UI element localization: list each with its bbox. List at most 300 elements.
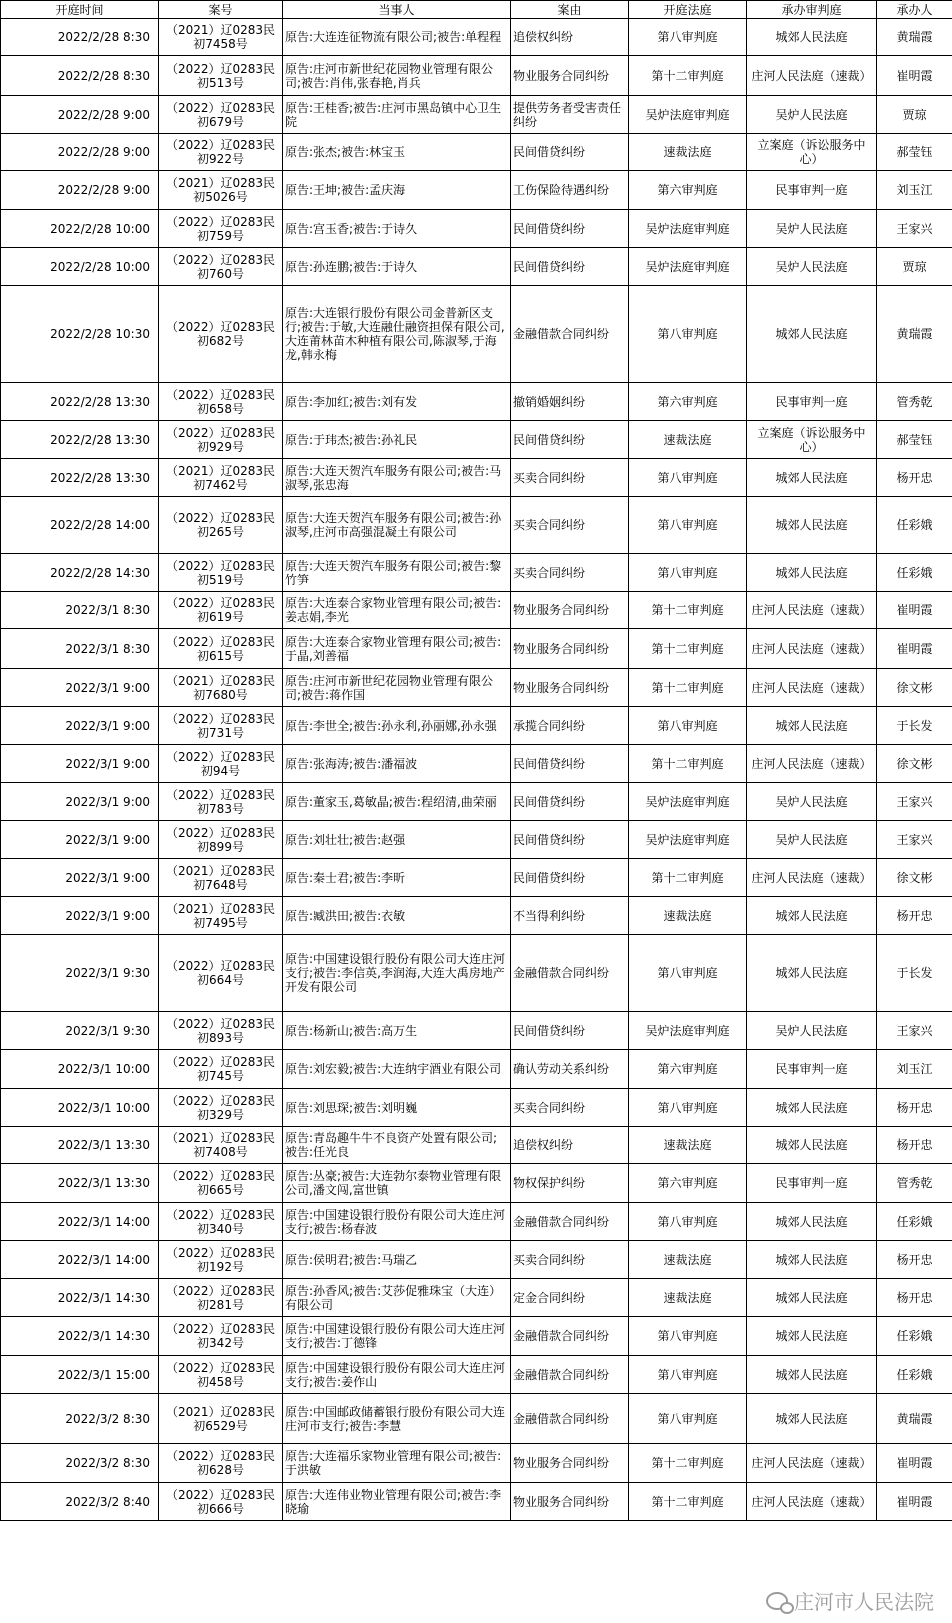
cell-parties: 原告:大连泰合家物业管理有限公司;被告:姜志娟,李光	[283, 592, 511, 629]
cell-courtroom: 第六审判庭	[629, 383, 747, 421]
cell-case-number: （2021）辽0283民初6529号	[159, 1394, 283, 1444]
cell-case-number: （2022）辽0283民初192号	[159, 1241, 283, 1279]
cell-department: 吴炉人民法庭	[747, 248, 877, 286]
cell-time: 2022/2/28 9:00	[1, 134, 159, 171]
cell-courtroom: 第八审判庭	[629, 1394, 747, 1444]
cell-courtroom: 第十二审判庭	[629, 629, 747, 669]
cell-case-number: （2022）辽0283民初731号	[159, 707, 283, 745]
cell-parties: 原告:孙香风;被告:艾莎促雅珠宝（大连）有限公司	[283, 1279, 511, 1317]
cell-case-number: （2022）辽0283民初899号	[159, 821, 283, 859]
cell-department: 城郊人民法庭	[747, 1279, 877, 1317]
table-row	[1, 859, 952, 897]
cell-cause: 追偿权纠纷	[511, 19, 629, 56]
cell-time: 2022/2/28 14:00	[1, 497, 159, 554]
cell-department: 城郊人民法庭	[747, 1317, 877, 1356]
cell-parties: 原告:秦士君;被告:李昕	[283, 859, 511, 897]
cell-judge: 任彩娥	[877, 497, 952, 554]
table-row	[1, 554, 952, 592]
watermark-text: 庄河市人民法院	[794, 1590, 934, 1614]
cell-time: 2022/3/1 9:00	[1, 821, 159, 859]
cell-judge: 杨开忠	[877, 1279, 952, 1317]
cell-department: 城郊人民法庭	[747, 1394, 877, 1444]
cell-cause: 撤销婚姻纠纷	[511, 383, 629, 421]
cell-courtroom: 第十二审判庭	[629, 859, 747, 897]
cell-time: 2022/3/1 10:00	[1, 1050, 159, 1089]
table-row	[1, 897, 952, 935]
cell-parties: 原告:青岛趣牛牛不良资产处置有限公司;被告:任光良	[283, 1127, 511, 1164]
header-time: 开庭时间	[1, 1, 159, 19]
cell-department: 城郊人民法庭	[747, 1127, 877, 1164]
cell-courtroom: 第六审判庭	[629, 1164, 747, 1203]
cell-judge: 崔明霞	[877, 1444, 952, 1483]
table-row	[1, 171, 952, 210]
cell-parties: 原告:李世全;被告:孙永利,孙丽娜,孙永强	[283, 707, 511, 745]
cell-cause: 物业服务合同纠纷	[511, 1444, 629, 1483]
table-row	[1, 1317, 952, 1356]
cell-courtroom: 第八审判庭	[629, 459, 747, 497]
header-parties: 当事人	[283, 1, 511, 19]
cell-parties: 原告:董家玉,葛敏晶;被告:程绍清,曲荣丽	[283, 783, 511, 821]
cell-cause: 金融借款合同纠纷	[511, 1203, 629, 1241]
cell-department: 吴炉人民法庭	[747, 821, 877, 859]
cell-judge: 崔明霞	[877, 56, 952, 96]
cell-courtroom: 速裁法庭	[629, 421, 747, 459]
cell-parties: 原告:丛豪;被告:大连勃尔泰物业管理有限公司,潘文闯,富世镇	[283, 1164, 511, 1203]
table-row	[1, 1394, 952, 1444]
table-row	[1, 421, 952, 459]
cell-judge: 王家兴	[877, 1012, 952, 1050]
cell-courtroom: 第十二审判庭	[629, 1483, 747, 1521]
cell-judge: 管秀乾	[877, 383, 952, 421]
cell-time: 2022/3/1 15:00	[1, 1356, 159, 1394]
header-cause: 案由	[511, 1, 629, 19]
table-row	[1, 1203, 952, 1241]
cell-cause: 物业服务合同纠纷	[511, 669, 629, 707]
cell-cause: 承揽合同纠纷	[511, 707, 629, 745]
cell-parties: 原告:中国建设银行股份有限公司大连庄河支行;被告:丁德锋	[283, 1317, 511, 1356]
cell-case-number: （2022）辽0283民初628号	[159, 1444, 283, 1483]
cell-time: 2022/2/28 10:00	[1, 248, 159, 286]
cell-department: 庄河人民法庭（速裁）	[747, 669, 877, 707]
cell-time: 2022/3/1 9:00	[1, 897, 159, 935]
cell-time: 2022/2/28 13:30	[1, 421, 159, 459]
cell-department: 吴炉人民法庭	[747, 210, 877, 248]
cell-department: 吴炉人民法庭	[747, 1012, 877, 1050]
cell-cause: 买卖合同纠纷	[511, 497, 629, 554]
table-row	[1, 1241, 952, 1279]
cell-courtroom: 第十二审判庭	[629, 669, 747, 707]
table-row	[1, 1089, 952, 1127]
cell-case-number: （2021）辽0283民初5026号	[159, 171, 283, 210]
cell-judge: 杨开忠	[877, 1089, 952, 1127]
cell-judge: 黄瑞霞	[877, 19, 952, 56]
cell-department: 城郊人民法庭	[747, 19, 877, 56]
cell-parties: 原告:刘壮壮;被告:赵强	[283, 821, 511, 859]
table-row	[1, 286, 952, 383]
cell-case-number: （2021）辽0283民初7462号	[159, 459, 283, 497]
cell-department: 民事审判一庭	[747, 383, 877, 421]
cell-case-number: （2022）辽0283民初759号	[159, 210, 283, 248]
cell-courtroom: 第八审判庭	[629, 935, 747, 1012]
cell-department: 城郊人民法庭	[747, 554, 877, 592]
cell-parties: 原告:刘宏毅;被告:大连纳宇酒业有限公司	[283, 1050, 511, 1089]
cell-department: 城郊人民法庭	[747, 286, 877, 383]
cell-time: 2022/3/2 8:30	[1, 1444, 159, 1483]
header-courtroom: 开庭法庭	[629, 1, 747, 19]
cell-time: 2022/3/1 9:30	[1, 935, 159, 1012]
cell-judge: 任彩娥	[877, 1317, 952, 1356]
cell-judge: 刘玉江	[877, 171, 952, 210]
cell-judge: 贾琼	[877, 96, 952, 134]
cell-time: 2022/3/1 14:30	[1, 1279, 159, 1317]
cell-time: 2022/3/1 14:30	[1, 1317, 159, 1356]
table-row	[1, 629, 952, 669]
cell-cause: 不当得利纠纷	[511, 897, 629, 935]
cell-cause: 金融借款合同纠纷	[511, 1317, 629, 1356]
cell-courtroom: 吴炉法庭审判庭	[629, 821, 747, 859]
cell-case-number: （2022）辽0283民初665号	[159, 1164, 283, 1203]
header-case-number: 案号	[159, 1, 283, 19]
cell-parties: 原告:中国建设银行股份有限公司大连庄河支行;被告:杨春波	[283, 1203, 511, 1241]
cell-judge: 任彩娥	[877, 1356, 952, 1394]
cell-courtroom: 速裁法庭	[629, 897, 747, 935]
table-row	[1, 592, 952, 629]
cell-cause: 金融借款合同纠纷	[511, 286, 629, 383]
cell-courtroom: 吴炉法庭审判庭	[629, 96, 747, 134]
cell-time: 2022/3/1 9:00	[1, 669, 159, 707]
cell-department: 庄河人民法庭（速裁）	[747, 859, 877, 897]
cell-department: 庄河人民法庭（速裁）	[747, 629, 877, 669]
cell-courtroom: 第十二审判庭	[629, 1444, 747, 1483]
cell-courtroom: 第十二审判庭	[629, 56, 747, 96]
cell-parties: 原告:大连天贺汽车服务有限公司;被告:黎竹笋	[283, 554, 511, 592]
cell-cause: 民间借贷纠纷	[511, 210, 629, 248]
cell-cause: 追偿权纠纷	[511, 1127, 629, 1164]
cell-department: 立案庭（诉讼服务中心）	[747, 134, 877, 171]
table-row	[1, 134, 952, 171]
cell-case-number: （2022）辽0283民初682号	[159, 286, 283, 383]
table-row	[1, 383, 952, 421]
cell-courtroom: 第八审判庭	[629, 707, 747, 745]
cell-case-number: （2021）辽0283民初7408号	[159, 1127, 283, 1164]
cell-courtroom: 速裁法庭	[629, 1127, 747, 1164]
cell-cause: 工伤保险待遇纠纷	[511, 171, 629, 210]
cell-parties: 原告:中国建设银行股份有限公司大连庄河支行;被告:李信英,李润海,大连大禹房地产开发有限公司	[283, 935, 511, 1012]
cell-cause: 买卖合同纠纷	[511, 554, 629, 592]
cell-time: 2022/3/1 9:00	[1, 859, 159, 897]
cell-case-number: （2022）辽0283民初929号	[159, 421, 283, 459]
cell-judge: 刘玉江	[877, 1050, 952, 1089]
cell-courtroom: 速裁法庭	[629, 134, 747, 171]
cell-parties: 原告:庄河市新世纪花园物业管理有限公司;被告:蒋作国	[283, 669, 511, 707]
cell-department: 庄河人民法庭（速裁）	[747, 745, 877, 783]
cell-department: 吴炉人民法庭	[747, 783, 877, 821]
cell-courtroom: 速裁法庭	[629, 1279, 747, 1317]
cell-courtroom: 第八审判庭	[629, 497, 747, 554]
cell-time: 2022/3/1 9:00	[1, 783, 159, 821]
cell-judge: 崔明霞	[877, 1483, 952, 1521]
cell-case-number: （2021）辽0283民初7680号	[159, 669, 283, 707]
table-row	[1, 669, 952, 707]
cell-time: 2022/3/1 13:30	[1, 1164, 159, 1203]
cell-case-number: （2022）辽0283民初94号	[159, 745, 283, 783]
cell-time: 2022/3/1 9:00	[1, 745, 159, 783]
cell-parties: 原告:庄河市新世纪花园物业管理有限公司;被告:肖伟,张春艳,肖兵	[283, 56, 511, 96]
cell-cause: 物业服务合同纠纷	[511, 629, 629, 669]
table-row	[1, 19, 952, 56]
cell-courtroom: 吴炉法庭审判庭	[629, 1012, 747, 1050]
table-row	[1, 1050, 952, 1089]
cell-cause: 金融借款合同纠纷	[511, 1394, 629, 1444]
cell-department: 庄河人民法庭（速裁）	[747, 1444, 877, 1483]
cell-cause: 提供劳务者受害责任纠纷	[511, 96, 629, 134]
cell-case-number: （2022）辽0283民初281号	[159, 1279, 283, 1317]
cell-cause: 物业服务合同纠纷	[511, 1483, 629, 1521]
cell-parties: 原告:王坤;被告:孟庆海	[283, 171, 511, 210]
cell-cause: 确认劳动关系纠纷	[511, 1050, 629, 1089]
table-header-row	[1, 1, 952, 19]
cell-parties: 原告:李加红;被告:刘有发	[283, 383, 511, 421]
cell-courtroom: 第八审判庭	[629, 1356, 747, 1394]
table-row	[1, 96, 952, 134]
table-row	[1, 248, 952, 286]
cell-courtroom: 吴炉法庭审判庭	[629, 210, 747, 248]
cell-parties: 原告:大连连征物流有限公司;被告:单程程	[283, 19, 511, 56]
cell-judge: 管秀乾	[877, 1164, 952, 1203]
cell-case-number: （2022）辽0283民初513号	[159, 56, 283, 96]
cell-parties: 原告:张杰;被告:林宝玉	[283, 134, 511, 171]
header-department: 承办审判庭	[747, 1, 877, 19]
cell-cause: 民间借贷纠纷	[511, 783, 629, 821]
cell-parties: 原告:王桂香;被告:庄河市黑岛镇中心卫生院	[283, 96, 511, 134]
cell-parties: 原告:于玮杰;被告:孙礼民	[283, 421, 511, 459]
cell-judge: 崔明霞	[877, 629, 952, 669]
table-row	[1, 821, 952, 859]
cell-department: 庄河人民法庭（速裁）	[747, 592, 877, 629]
cell-judge: 王家兴	[877, 210, 952, 248]
cell-case-number: （2022）辽0283民初265号	[159, 497, 283, 554]
cell-cause: 金融借款合同纠纷	[511, 1356, 629, 1394]
cell-department: 民事审判一庭	[747, 1164, 877, 1203]
cell-judge: 徐文彬	[877, 669, 952, 707]
cell-time: 2022/3/1 8:30	[1, 629, 159, 669]
cell-time: 2022/3/1 14:00	[1, 1241, 159, 1279]
cell-time: 2022/3/1 9:00	[1, 707, 159, 745]
cell-time: 2022/2/28 10:30	[1, 286, 159, 383]
cell-parties: 原告:大连天贺汽车服务有限公司;被告:孙淑琴,庄河市高强混凝土有限公司	[283, 497, 511, 554]
cell-case-number: （2022）辽0283民初658号	[159, 383, 283, 421]
cell-case-number: （2022）辽0283民初760号	[159, 248, 283, 286]
cell-case-number: （2022）辽0283民初893号	[159, 1012, 283, 1050]
cell-case-number: （2021）辽0283民初7495号	[159, 897, 283, 935]
cell-time: 2022/2/28 8:30	[1, 19, 159, 56]
cell-department: 城郊人民法庭	[747, 897, 877, 935]
table-body	[1, 19, 952, 1521]
cell-case-number: （2022）辽0283民初922号	[159, 134, 283, 171]
cell-judge: 徐文彬	[877, 859, 952, 897]
cell-department: 庄河人民法庭（速裁）	[747, 56, 877, 96]
cell-judge: 郝莹钰	[877, 421, 952, 459]
cell-judge: 贾琼	[877, 248, 952, 286]
cell-parties: 原告:杨新山;被告:高万生	[283, 1012, 511, 1050]
table-row	[1, 497, 952, 554]
cell-courtroom: 第十二审判庭	[629, 592, 747, 629]
table-row	[1, 745, 952, 783]
cell-cause: 物业服务合同纠纷	[511, 56, 629, 96]
cell-courtroom: 第八审判庭	[629, 1089, 747, 1127]
cell-judge: 杨开忠	[877, 1241, 952, 1279]
cell-case-number: （2022）辽0283民初458号	[159, 1356, 283, 1394]
cell-cause: 民间借贷纠纷	[511, 745, 629, 783]
table-row	[1, 935, 952, 1012]
cell-case-number: （2022）辽0283民初783号	[159, 783, 283, 821]
cell-cause: 定金合同纠纷	[511, 1279, 629, 1317]
cell-department: 城郊人民法庭	[747, 459, 877, 497]
cell-courtroom: 吴炉法庭审判庭	[629, 248, 747, 286]
cell-parties: 原告:大连天贺汽车服务有限公司;被告:马淑琴,张忠海	[283, 459, 511, 497]
cell-cause: 民间借贷纠纷	[511, 859, 629, 897]
cell-cause: 买卖合同纠纷	[511, 1241, 629, 1279]
cell-parties: 原告:大连泰合家物业管理有限公司;被告:于晶,刘善福	[283, 629, 511, 669]
cell-courtroom: 速裁法庭	[629, 1241, 747, 1279]
cell-cause: 买卖合同纠纷	[511, 1089, 629, 1127]
cell-judge: 黄瑞霞	[877, 1394, 952, 1444]
table-row	[1, 783, 952, 821]
cell-case-number: （2022）辽0283民初519号	[159, 554, 283, 592]
cell-time: 2022/3/1 10:00	[1, 1089, 159, 1127]
table-row	[1, 56, 952, 96]
cell-cause: 民间借贷纠纷	[511, 421, 629, 459]
cell-time: 2022/2/28 14:30	[1, 554, 159, 592]
cell-judge: 王家兴	[877, 821, 952, 859]
cell-case-number: （2022）辽0283民初666号	[159, 1483, 283, 1521]
cell-cause: 民间借贷纠纷	[511, 248, 629, 286]
wechat-icon	[766, 1592, 788, 1610]
cell-time: 2022/2/28 13:30	[1, 459, 159, 497]
cell-judge: 任彩娥	[877, 554, 952, 592]
table-row	[1, 1483, 952, 1521]
cell-department: 城郊人民法庭	[747, 1241, 877, 1279]
cell-department: 城郊人民法庭	[747, 1356, 877, 1394]
cell-parties: 原告:中国邮政储蓄银行股份有限公司大连庄河市支行;被告:李慧	[283, 1394, 511, 1444]
cell-case-number: （2022）辽0283民初342号	[159, 1317, 283, 1356]
cell-judge: 任彩娥	[877, 1203, 952, 1241]
cell-judge: 杨开忠	[877, 1127, 952, 1164]
table-row	[1, 707, 952, 745]
cell-department: 民事审判一庭	[747, 171, 877, 210]
cell-courtroom: 第六审判庭	[629, 1050, 747, 1089]
cell-parties: 原告:大连银行股份有限公司金普新区支行;被告:于敏,大连融仕融资担保有限公司,大连莆林苗木种植有限公司,陈淑琴,于海龙,韩永梅	[283, 286, 511, 383]
cell-time: 2022/2/28 9:00	[1, 171, 159, 210]
cell-case-number: （2022）辽0283民初745号	[159, 1050, 283, 1089]
table-row	[1, 459, 952, 497]
cell-department: 城郊人民法庭	[747, 1089, 877, 1127]
cell-case-number: （2022）辽0283民初664号	[159, 935, 283, 1012]
table-row	[1, 210, 952, 248]
table-row	[1, 1279, 952, 1317]
cell-department: 立案庭（诉讼服务中心）	[747, 421, 877, 459]
cell-judge: 徐文彬	[877, 745, 952, 783]
cell-time: 2022/3/1 13:30	[1, 1127, 159, 1164]
cell-case-number: （2021）辽0283民初7648号	[159, 859, 283, 897]
cell-case-number: （2022）辽0283民初679号	[159, 96, 283, 134]
cell-parties: 原告:大连福乐家物业管理有限公司;被告:于洪敏	[283, 1444, 511, 1483]
cell-case-number: （2021）辽0283民初7458号	[159, 19, 283, 56]
cell-courtroom: 第八审判庭	[629, 286, 747, 383]
cell-department: 吴炉人民法庭	[747, 96, 877, 134]
cell-time: 2022/3/1 14:00	[1, 1203, 159, 1241]
cell-cause: 民间借贷纠纷	[511, 821, 629, 859]
cell-parties: 原告:张海涛;被告:潘福波	[283, 745, 511, 783]
cell-department: 城郊人民法庭	[747, 935, 877, 1012]
cell-time: 2022/3/1 9:30	[1, 1012, 159, 1050]
cell-judge: 杨开忠	[877, 897, 952, 935]
header-judge: 承办人	[877, 1, 952, 19]
cell-time: 2022/2/28 8:30	[1, 56, 159, 96]
cell-parties: 原告:刘思琛;被告:刘明巍	[283, 1089, 511, 1127]
cell-time: 2022/2/28 9:00	[1, 96, 159, 134]
cell-parties: 原告:宫玉香;被告:于诗久	[283, 210, 511, 248]
cell-time: 2022/2/28 10:00	[1, 210, 159, 248]
cell-time: 2022/3/1 8:30	[1, 592, 159, 629]
cell-parties: 原告:中国建设银行股份有限公司大连庄河支行;被告:姜作山	[283, 1356, 511, 1394]
cell-time: 2022/3/2 8:30	[1, 1394, 159, 1444]
table-row	[1, 1012, 952, 1050]
cell-judge: 黄瑞霞	[877, 286, 952, 383]
cell-cause: 买卖合同纠纷	[511, 459, 629, 497]
cell-courtroom: 第八审判庭	[629, 1203, 747, 1241]
cell-department: 城郊人民法庭	[747, 707, 877, 745]
cell-case-number: （2022）辽0283民初340号	[159, 1203, 283, 1241]
cell-parties: 原告:臧洪田;被告:衣敏	[283, 897, 511, 935]
cell-courtroom: 第八审判庭	[629, 1317, 747, 1356]
cell-courtroom: 第十二审判庭	[629, 745, 747, 783]
cell-parties: 原告:孙连鹏;被告:于诗久	[283, 248, 511, 286]
cell-department: 庄河人民法庭（速裁）	[747, 1483, 877, 1521]
table-row	[1, 1444, 952, 1483]
cell-time: 2022/2/28 13:30	[1, 383, 159, 421]
cell-judge: 郝莹钰	[877, 134, 952, 171]
cell-parties: 原告:侯明君;被告:马瑞乙	[283, 1241, 511, 1279]
watermark	[766, 1586, 934, 1615]
cell-judge: 杨开忠	[877, 459, 952, 497]
cell-cause: 金融借款合同纠纷	[511, 935, 629, 1012]
cell-parties: 原告:大连伟业物业管理有限公司;被告:李晓瑜	[283, 1483, 511, 1521]
cell-cause: 物权保护纠纷	[511, 1164, 629, 1203]
cell-case-number: （2022）辽0283民初329号	[159, 1089, 283, 1127]
cell-courtroom: 第八审判庭	[629, 554, 747, 592]
cell-courtroom: 第六审判庭	[629, 171, 747, 210]
table-row	[1, 1164, 952, 1203]
cell-cause: 民间借贷纠纷	[511, 1012, 629, 1050]
cell-judge: 于长发	[877, 935, 952, 1012]
cell-cause: 民间借贷纠纷	[511, 134, 629, 171]
table-row	[1, 1127, 952, 1164]
cell-judge: 崔明霞	[877, 592, 952, 629]
cell-judge: 王家兴	[877, 783, 952, 821]
cell-judge: 于长发	[877, 707, 952, 745]
cell-department: 城郊人民法庭	[747, 1203, 877, 1241]
cell-cause: 物业服务合同纠纷	[511, 592, 629, 629]
cell-case-number: （2022）辽0283民初619号	[159, 592, 283, 629]
cell-courtroom: 第八审判庭	[629, 19, 747, 56]
cell-case-number: （2022）辽0283民初615号	[159, 629, 283, 669]
cell-time: 2022/3/2 8:40	[1, 1483, 159, 1521]
cell-courtroom: 吴炉法庭审判庭	[629, 783, 747, 821]
cell-department: 民事审判一庭	[747, 1050, 877, 1089]
table-row	[1, 1356, 952, 1394]
cell-department: 城郊人民法庭	[747, 497, 877, 554]
